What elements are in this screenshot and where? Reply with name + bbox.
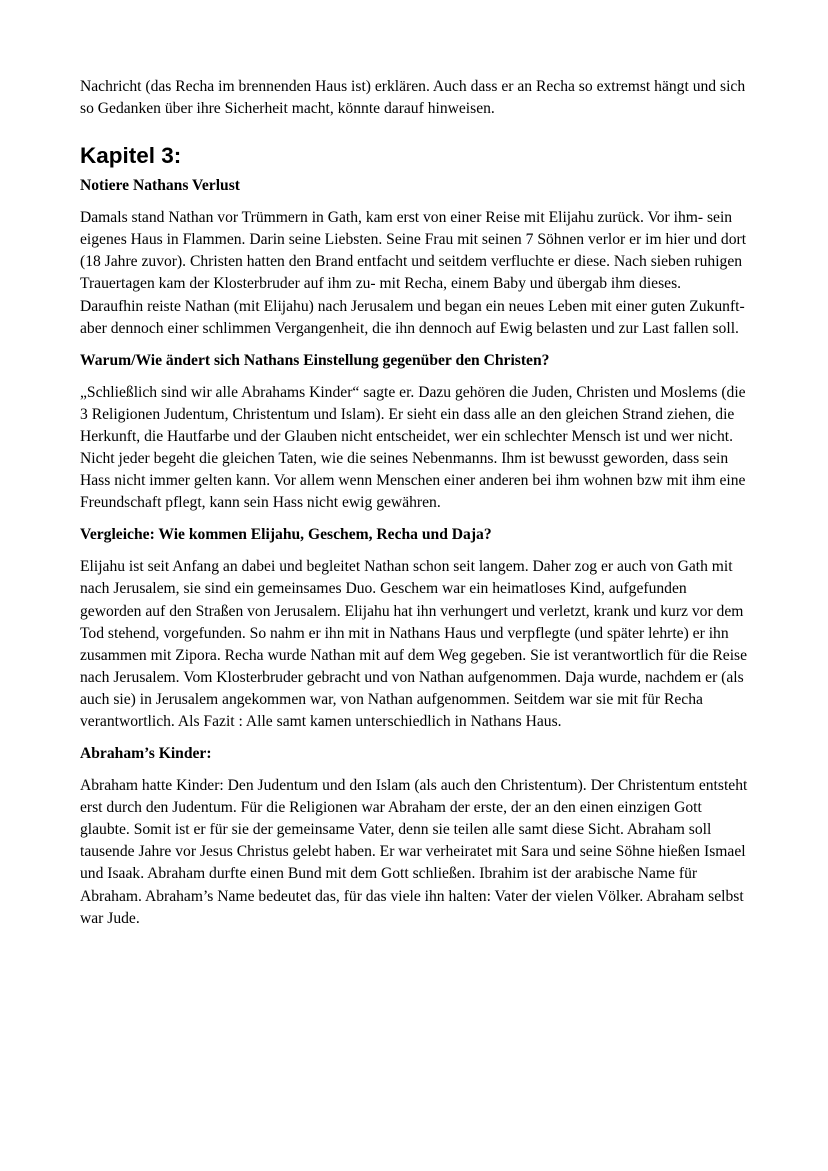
section-heading: Notiere Nathans Verlust bbox=[80, 177, 240, 195]
section-heading: Vergleiche: Wie kommen Elijahu, Geschem, Recha und Daja? bbox=[80, 526, 492, 544]
section-heading: Abraham’s Kinder: bbox=[80, 745, 212, 763]
section-vergleiche bbox=[80, 524, 748, 733]
section-einstellung-christen bbox=[80, 350, 748, 515]
section-abrahams-kinder bbox=[80, 743, 748, 930]
section-paragraph: Damals stand Nathan vor Trümmern in Gath, kam erst von einer Reise mit Elijahu zurück. Vor ihm- sein eigenes Haus in Flammen. Darin seine Liebsten. Seine Frau mit seinen 7 Söhnen verlor er im hier und dort (18 Jahre zuvor). Christen hatten den Brand entfacht und seitdem verfluchte er diese. Nach sieben ruhigen Trauertagen kam der Klosterbruder auf ihm zu- mit Recha, einem Baby und übergab ihm dieses. Daraufhin reiste Nathan (mit Elijahu) nach Jerusalem und began ein neues Leben mit einer guten Zukunft- aber dennoch einer schlimmen Vergangenheit, die ihn dennoch auf Ewig belasten und zur Last fallen soll. bbox=[80, 209, 747, 337]
section-paragraph: „Schließlich sind wir alle Abrahams Kinder“ sagte er. Dazu gehören die Juden, Christen und Moslems (die 3 Religionen Judentum, Christentum und Islam). Er sieht ein dass alle an den gleichen Strand ziehen, die Herkunft, die Hautfarbe und der Glauben nicht entscheidet, wer ein schlechter Mensch ist und wer nicht. Nicht jeder begeht die gleichen Taten, wie die seines Nebenmanns. Ihm ist bewusst geworden, dass sein Hass nicht immer gelten kann. Vor allem wenn Menschen einer anderen bei ihm wohnen bzw mit ihm eine Freundschaft pflegt, kann sein Hass nicht ewig gewähren. bbox=[80, 383, 746, 512]
section-paragraph: Elijahu ist seit Anfang an dabei und begleitet Nathan schon seit langem. Daher zog er auch von Gath mit nach Jerusalem, sie sind ein gemeinsames Duo. Geschem war ein heimatloses Kind, aufgefunden geworden auf den Straßen von Jerusalem. Elijahu hat ihn verhungert und verletzt, krank und kurz vor dem Tod stehend, vorgefunden. So nahm er ihn mit in Nathans Haus und verpflegte (und später lehrte) er ihn zusammen mit Zipora. Recha wurde Nathan mit auf dem Weg gegeben. Sie ist verantwortlich für die Reise nach Jerusalem. Vom Klosterbruder gebracht und von Nathan aufgenommen. Daja wurde, nachdem er (als auch sie) in Jerusalem angekommen war, von Nathan aufgenommen. Seitdem war sie mit für Recha verantwortlich. Als Fazit : Alle samt kamen unterschiedlich in Nathans Haus. bbox=[80, 558, 748, 730]
section-paragraph: Abraham hatte Kinder: Den Judentum und den Islam (als auch den Christentum). Der Christentum entsteht erst durch den Judentum. Für die Religionen war Abraham der erste, der an den einen einzigen Gott glaubte. Somit ist er für sie der gemeinsame Vater, denn sie teilen alle samt diese Sicht. Abraham soll tausende Jahre vor Jesus Christus gelebt haben. Er war verheiratet mit Sara und seine Söhne hießen Ismael und Isaak. Abraham durfte einen Bund mit dem Gott schließen. Ibrahim ist der arabische Name für Abraham. Abraham’s Name bedeutet das, für das viele ihn halten: Vater der vielen Völker. Abraham selbst war Jude. bbox=[80, 777, 748, 927]
chapter-title: Kapitel 3: bbox=[80, 143, 182, 169]
section-heading: Warum/Wie ändert sich Nathans Einstellung gegenüber den Christen? bbox=[80, 351, 550, 369]
intro-paragraph: Nachricht (das Recha im brennenden Haus ist) erklären. Auch dass er an Recha so extremst hängt und sich so Gedanken über ihre Sicherheit macht, könnte darauf hinweisen. bbox=[80, 78, 746, 118]
section-nathans-verlust bbox=[80, 175, 748, 340]
